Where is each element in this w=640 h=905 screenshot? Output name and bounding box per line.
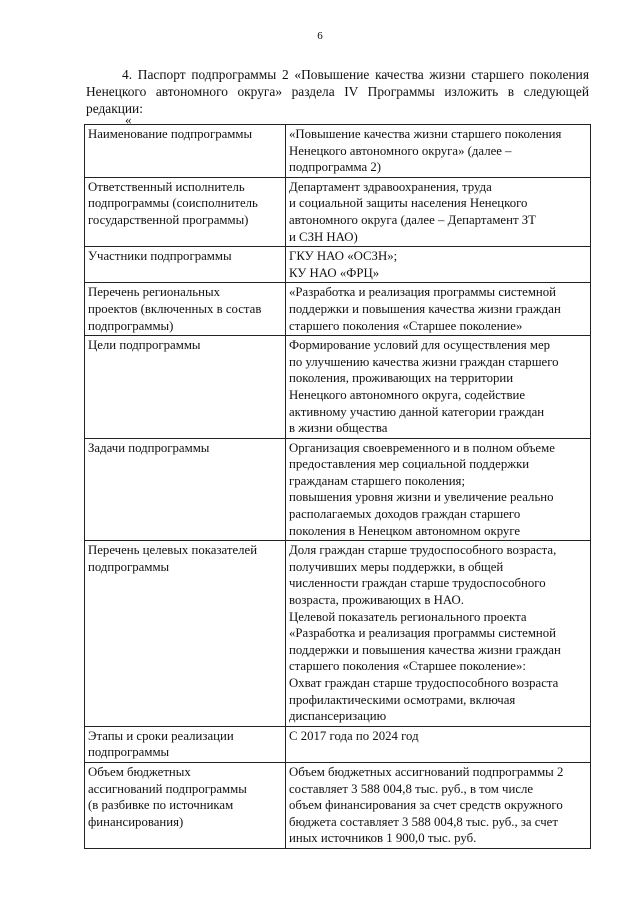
row-label-cell <box>85 541 286 727</box>
row-value-line: Ненецкого автономного округа» (далее – <box>289 143 512 158</box>
row-label-line: Перечень региональных <box>88 285 220 300</box>
row-value-line: «Разработка и реализация программы системной <box>289 626 557 641</box>
row-value-line: ГКУ НАО «ОСЗН»; <box>289 249 398 264</box>
row-value-line: в жизни общества <box>289 421 388 436</box>
row-value-line: диспансеризацию <box>289 709 387 724</box>
row-value-line: С 2017 года по 2024 год <box>289 728 419 743</box>
row-label-line: Этапы и сроки реализации <box>88 728 234 743</box>
row-value-line: Доля граждан старше трудоспособного возраста, <box>289 543 557 558</box>
row-value-line: КУ НАО «ФРЦ» <box>289 265 380 280</box>
row-value-line: поддержки и повышения качества жизни граждан <box>289 301 561 316</box>
row-value-line: предоставления мер социальной поддержки <box>289 457 530 472</box>
row-value-line: иных источников 1 900,0 тыс. руб. <box>289 831 477 846</box>
page-number: 6 <box>317 30 323 42</box>
row-value-line: располагаемых доходов граждан старшего <box>289 507 521 522</box>
row-label-line: подпрограммы) <box>88 318 174 333</box>
row-value-line: бюджета составляет 3 588 004,8 тыс. руб., за счет <box>289 814 558 829</box>
passport-row-goals <box>85 336 591 439</box>
row-value-cell <box>286 726 591 762</box>
row-value-line: Формирование условий для осуществления мер <box>289 338 551 353</box>
row-value-cell <box>286 762 591 848</box>
row-value-cell <box>286 438 591 541</box>
row-label-line: Цели подпрограммы <box>88 338 201 353</box>
row-label-line: Наименование подпрограммы <box>88 127 253 141</box>
row-label-line: финансирования) <box>88 814 184 829</box>
row-label-cell <box>85 762 286 848</box>
row-label-cell <box>85 336 286 439</box>
row-label-line: Ответственный исполнитель <box>88 179 245 194</box>
row-value-line: Целевой показатель регионального проекта <box>289 609 527 624</box>
row-value-cell <box>286 336 591 439</box>
row-label-line: проектов (включенных в состав <box>88 301 262 316</box>
row-value-cell <box>286 125 591 178</box>
row-value-line: получивших меры поддержки, в общей <box>289 559 504 574</box>
row-label-line: подпрограммы (соисполнитель <box>88 196 258 211</box>
row-value-line: численности граждан старше трудоспособного <box>289 576 546 591</box>
row-value-line: «Разработка и реализация программы системной <box>289 285 557 300</box>
passport-row-participants <box>85 247 591 283</box>
passport-row-regional-projects <box>85 283 591 336</box>
row-value-line: Объем бюджетных ассигнований подпрограммы 2 <box>289 764 564 779</box>
row-value-line: по улучшению качества жизни граждан старшего <box>289 354 559 369</box>
row-label-cell <box>85 247 286 283</box>
row-label-line: подпрограммы <box>88 559 170 574</box>
row-value-line: поддержки и повышения качества жизни граждан <box>289 642 561 657</box>
row-value-line: и социальной защиты населения Ненецкого <box>289 196 528 211</box>
row-value-cell <box>286 283 591 336</box>
passport-row-stages <box>85 726 591 762</box>
row-label-line: ассигнований подпрограммы <box>88 781 247 796</box>
subprogram-passport-table <box>84 124 591 849</box>
passport-row-budget <box>85 762 591 848</box>
row-value-cell <box>286 177 591 246</box>
row-value-line: повышения уровня жизни и увеличение реально <box>289 490 554 505</box>
row-label-line: (в разбивке по источникам <box>88 798 234 813</box>
row-value-line: активному участию данной категории граждан <box>289 404 545 419</box>
row-label-cell <box>85 438 286 541</box>
row-value-line: Охват граждан старше трудоспособного возраста <box>289 676 559 690</box>
row-label-line: государственной программы) <box>88 212 249 227</box>
row-value-line: автономного округа (далее – Департамент ЗТ <box>289 212 536 227</box>
row-label-cell <box>85 177 286 246</box>
row-value-line: профилактическими осмотрами, включая <box>289 692 516 707</box>
intro-paragraph: 4. Паспорт подпрограммы 2 «Повышение качества жизни старшего поколения Ненецкого автономного округа» раздела IV Программы изложить в следующей редакции: <box>86 67 589 116</box>
opening-quote-mark: « <box>125 112 132 127</box>
passport-row-name <box>85 125 591 178</box>
row-value-cell <box>286 247 591 283</box>
row-label-line: Участники подпрограммы <box>88 249 232 264</box>
row-value-line: гражданам старшего поколения; <box>289 473 466 488</box>
row-value-line: подпрограмма 2) <box>289 160 382 175</box>
row-label-line: подпрограммы <box>88 745 170 760</box>
row-value-line: «Повышение качества жизни старшего поколения <box>289 127 562 141</box>
passport-row-indicators <box>85 541 591 727</box>
row-value-line: возраста, проживающих в НАО. <box>289 593 464 608</box>
passport-row-executor <box>85 177 591 246</box>
row-value-line: Ненецкого автономного округа, содействие <box>289 387 526 402</box>
row-value-line: старшего поколения «Старшее поколение»: <box>289 659 526 674</box>
row-value-line: и СЗН НАО) <box>289 229 358 244</box>
row-value-line: поколения в Ненецком автономном округе <box>289 523 521 538</box>
row-value-line: поколения, проживающих на территории <box>289 371 514 386</box>
row-value-line: Департамент здравоохранения, труда <box>289 179 492 194</box>
passport-row-tasks <box>85 438 591 541</box>
row-value-line: объем финансирования за счет средств окружного <box>289 798 563 813</box>
row-value-line: старшего поколения «Старшее поколение» <box>289 318 523 333</box>
row-value-cell <box>286 541 591 727</box>
row-label-line: Перечень целевых показателей <box>88 543 258 558</box>
row-label-cell <box>85 125 286 178</box>
row-label-cell <box>85 726 286 762</box>
row-value-line: Организация своевременного и в полном объеме <box>289 440 555 455</box>
row-label-line: Задачи подпрограммы <box>88 440 210 455</box>
row-label-cell <box>85 283 286 336</box>
row-value-line: составляет 3 588 004,8 тыс. руб., в том числе <box>289 781 534 796</box>
row-label-line: Объем бюджетных <box>88 764 191 779</box>
